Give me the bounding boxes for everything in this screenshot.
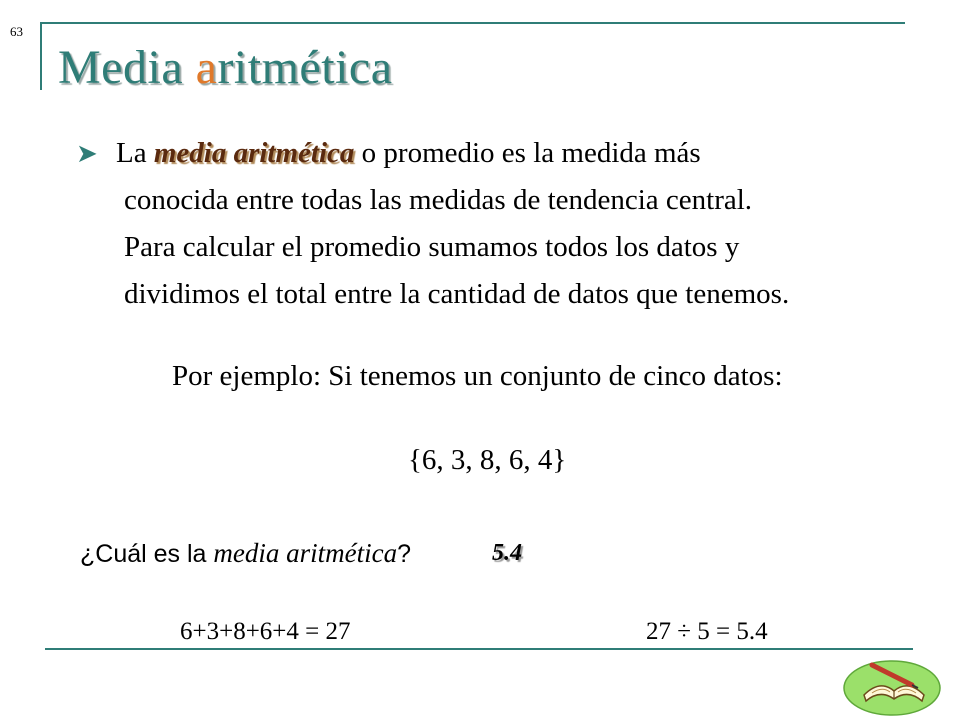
question-italic: media aritmética — [213, 538, 398, 568]
division-calculation: 27 ÷ 5 = 5.4 — [646, 618, 768, 645]
paragraph-line-3: Para calcular el promedio sumamos todos los datos y — [124, 231, 740, 263]
page-title — [58, 40, 393, 95]
book-pencil-icon — [842, 655, 942, 717]
sum-calculation: 6+3+8+6+4 = 27 — [180, 618, 351, 645]
frame-left-line — [40, 22, 42, 90]
question-suffix: ? — [397, 540, 412, 568]
paragraph-line-1 — [76, 130, 936, 177]
title-part1: Media — [58, 41, 196, 94]
lead-text: La — [116, 137, 154, 169]
frame-bottom-line — [45, 648, 913, 650]
definition-paragraph — [76, 130, 936, 318]
emphasis-term: media aritmética — [153, 137, 355, 169]
paragraph-line-4: dividimos el total entre la cantidad de datos que tenemos. — [124, 278, 790, 310]
title-accent-letter: a — [195, 41, 218, 94]
paragraph-line-2: conocida entre todas las medidas de tendencia central. — [124, 184, 753, 216]
line1-rest: o promedio es la medida más — [354, 137, 701, 169]
question-prefix: ¿Cuál es la — [80, 540, 214, 568]
answer-value: 5.4 — [492, 540, 522, 566]
question — [80, 538, 411, 569]
slide-number: 63 — [10, 24, 23, 39]
frame-top-line — [40, 22, 905, 24]
title-part2: ritmética — [217, 41, 393, 94]
arrowhead-bullet-icon: ➤ — [76, 139, 98, 168]
example-intro: Por ejemplo: Si tenemos un conjunto de cinco datos: — [172, 360, 783, 392]
dataset: {6, 3, 8, 6, 4} — [408, 444, 567, 476]
